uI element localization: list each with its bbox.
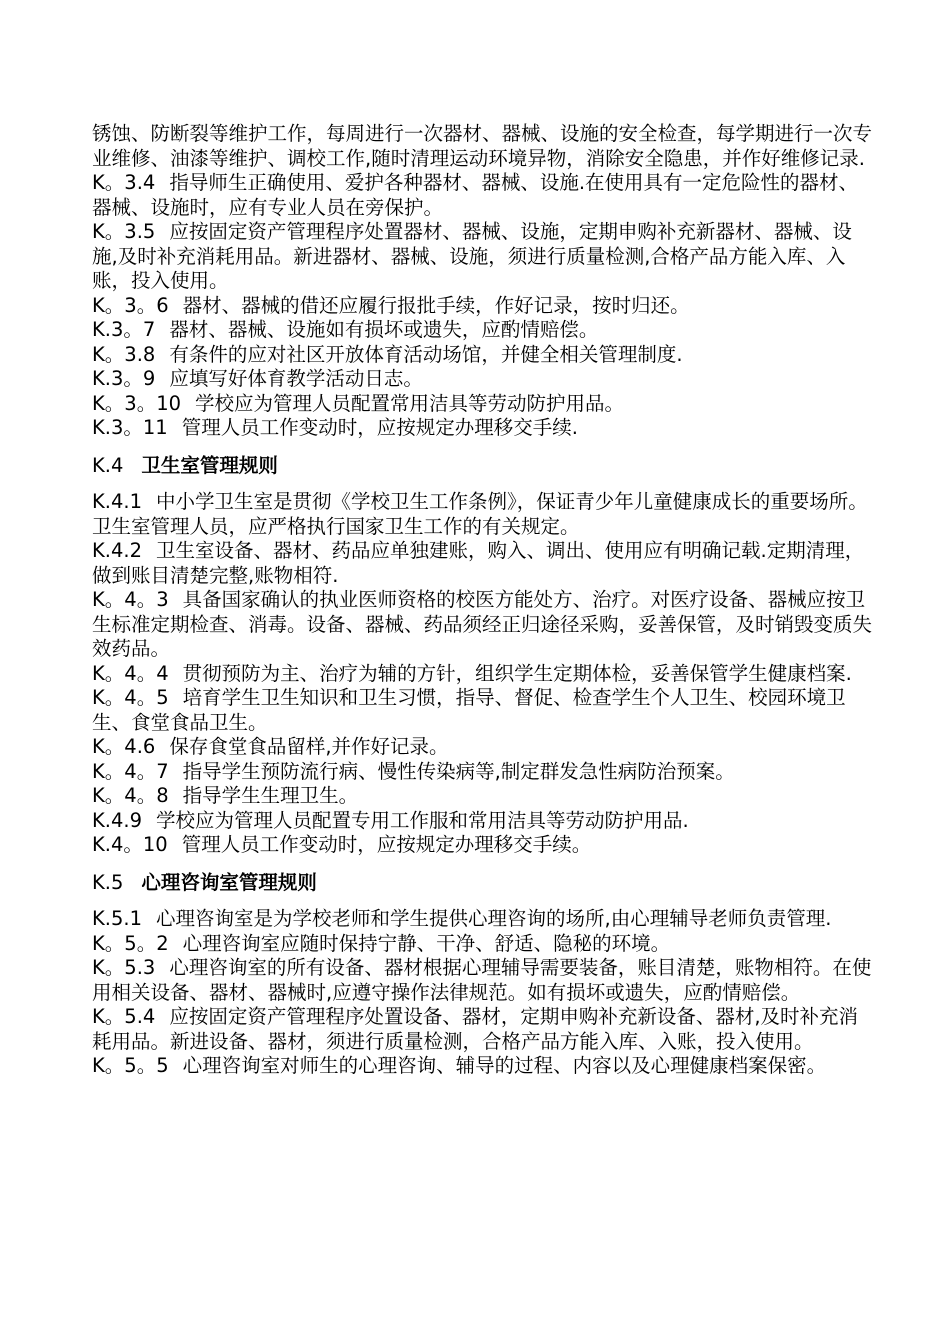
clause-number: K.4.2 [92,539,142,562]
clause-paragraph [92,318,872,343]
clause-text: 管理人员工作变动时，应按规定办理移交手续。 [181,833,592,856]
clause-paragraph [92,294,872,319]
clause-paragraph [92,416,872,441]
clause-text: 指导师生正确使用、爱护各种器材、器械、设施.在使用具有一定危险性的器材、器械、设施时，应有专业人员在旁保护。 [92,171,859,219]
clause-number: K.3。7 [92,318,156,341]
clause-text: 应按固定资产管理程序处置设备、器材，定期申购补充新设备、器材,及时补充消耗用品。新进设备、器材，须进行质量检测，合格产品方能入库、入账，投入使用。 [92,1005,859,1053]
clause-paragraph [92,539,872,588]
clause-text: 中小学卫生室是贯彻《学校卫生工作条例》，保证青少年儿童健康成长的重要场所。卫生室管理人员，应严格执行国家卫生工作的有关规定。 [92,490,868,538]
clause-paragraph [92,760,872,785]
clause-number: K。3.5 [92,220,156,243]
clause-text: 贯彻预防为主、治疗为辅的方针，组织学生定期体检，妥善保管学生健康档案. [182,661,852,685]
clause-paragraph [92,809,872,834]
clause-paragraph [92,343,872,368]
clause-number: K.4.9 [92,808,142,832]
section-title: 心理咨询室管理规则 [141,870,317,894]
clause-number: K.5.1 [92,907,142,930]
clause-paragraph [92,907,872,932]
clause-text: 心理咨询室的所有设备、器材根据心理辅导需要装备，账目清楚，账物相符。在使用相关设备、器材、器械时,应遵守操作法律规范。如有损坏或遗失，应酌情赔偿。 [92,956,872,1004]
clause-text: 学校应为管理人员配置专用工作服和常用洁具等劳动防护用品. [156,808,689,832]
clause-number: K.4。10 [92,833,168,856]
section-number: K.5 [92,870,124,894]
clause-text: 具备国家确认的执业医师资格的校医方能处方、治疗。对医疗设备、器械应按卫生标准定期检查、消毒。设备、器械、药品须经正归途径采购，妥善保管，及时销毁变质失效药品。 [92,588,873,660]
clause-number: K。4。7 [92,759,169,783]
clause-text: 心理咨询室对师生的心理咨询、辅导的过程、内容以及心理健康档案保密。 [182,1054,827,1077]
clause-paragraph [92,956,872,1005]
clause-number: K.4.1 [92,490,142,513]
clause-number: K。5.4 [92,1005,156,1028]
clause-number: K。4。3 [92,588,169,611]
clause-paragraph [92,1054,872,1079]
clause-text: 心理咨询室应随时保持宁静、干净、舒适、隐秘的环境。 [182,931,671,955]
clause-text: 心理咨询室是为学校老师和学生提供心理咨询的场所,由心理辅导老师负责管理. [156,907,832,930]
clause-text: 锈蚀、防断裂等维护工作，每周进行一次器材、器械、设施的安全检查，每学期进行一次专业维修、油漆等维护、调校工作,随时清理运动环境异物，消除安全隐患，并作好维修记录. [92,122,873,170]
clause-number: K。4。4 [92,661,169,685]
clause-text: 器材、器械的借还应履行报批手续，作好记录，按时归还。 [182,293,690,317]
clause-paragraph [92,662,872,687]
clause-paragraph [92,588,872,662]
clause-paragraph [92,367,872,392]
clause-paragraph [92,490,872,539]
clause-paragraph [92,220,872,294]
clause-paragraph [92,833,872,858]
section-heading [92,871,872,896]
clause-number: K。3。6 [92,293,169,317]
clause-text: 器材、器械、设施如有损坏或遗失，应酌情赔偿。 [169,318,599,341]
clause-paragraph [92,1005,872,1054]
clause-number: K。3.8 [92,342,156,366]
clause-paragraph [92,392,872,417]
clause-text: 管理人员工作变动时，应按规定办理移交手续. [181,416,578,439]
clause-paragraph [92,735,872,760]
clause-paragraph [92,686,872,735]
clause-paragraph [92,122,872,171]
clause-text: 保存食堂食品留样,并作好记录。 [169,735,449,758]
clause-number: K。4.6 [92,735,156,758]
clause-number: K。4。8 [92,784,169,807]
clause-number: K.3。9 [92,367,156,390]
clause-paragraph [92,932,872,957]
clause-text: 学校应为管理人员配置常用洁具等劳动防护用品。 [195,391,625,415]
section-number: K.4 [92,453,124,477]
clause-text: 指导学生预防流行病、慢性传染病等,制定群发急性病防治预案。 [182,759,735,783]
clause-number: K。4。5 [92,686,169,709]
section-heading [92,454,872,479]
clause-text: 培育学生卫生知识和卫生习惯，指导、督促、检查学生个人卫生、校园环境卫生、食堂食品卫生。 [92,686,846,734]
clause-number: K。3.4 [92,171,156,194]
clause-text: 应按固定资产管理程序处置器材、器械、设施，定期申购补充新器材、器械、设施,及时补充消耗用品。新进器材、器械、设施，须进行质量检测,合格产品方能入库、入账，投入使用。 [92,220,852,292]
clause-text: 有条件的应对社区开放体育活动场馆，并健全相关管理制度. [169,342,683,366]
clause-number: K。5.3 [92,956,156,979]
clause-text: 卫生室设备、器材、药品应单独建账，购入、调出、使用应有明确记载.定期清理，做到账目清楚完整,账物相符. [92,539,865,587]
clause-number: K。5。2 [92,931,169,955]
clause-paragraph [92,171,872,220]
clause-text: 指导学生生理卫生。 [182,784,359,807]
clause-text: 应填写好体育教学活动日志。 [169,367,423,390]
clause-number: K.3。11 [92,416,168,439]
section-title: 卫生室管理规则 [141,453,278,477]
clause-paragraph [92,784,872,809]
document-page [92,122,872,1079]
clause-number: K。3。10 [92,391,182,415]
clause-number: K。5。5 [92,1054,169,1077]
